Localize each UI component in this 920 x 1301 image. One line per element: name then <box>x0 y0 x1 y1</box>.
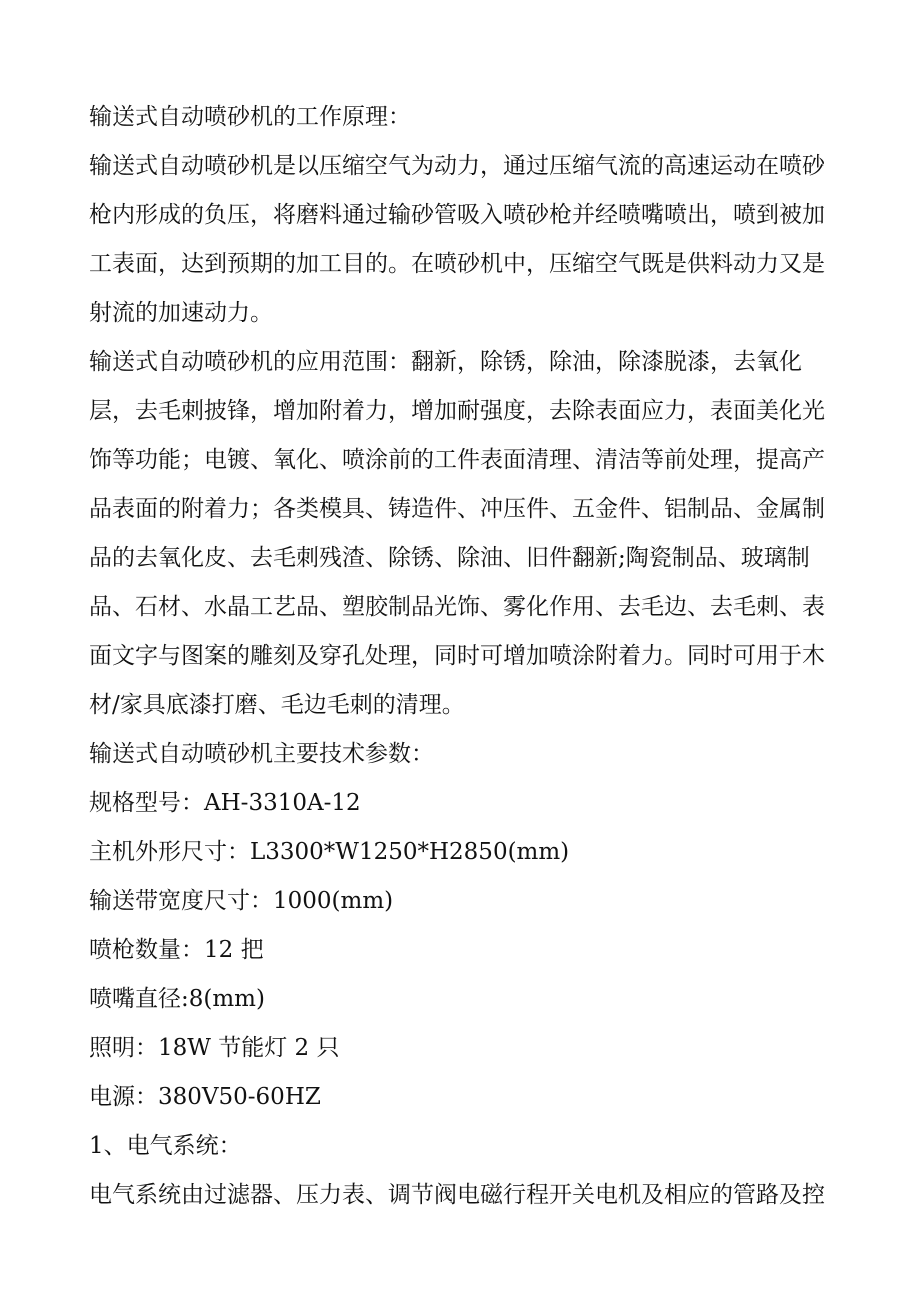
paragraph-line: 层，去毛刺披锋，增加附着力，增加耐强度，去除表面应力，表面美化光 <box>89 398 825 424</box>
paragraph-line: 饰等功能；电镀、氧化、喷涂前的工件表面清理、清洁等前处理，提高产 <box>89 447 825 473</box>
heading-technical-specs: 输送式自动喷砂机主要技术参数： <box>89 741 434 767</box>
spec-lighting: 照明：18W 节能灯 2 只 <box>89 1035 340 1061</box>
paragraph-line: 射流的加速动力。 <box>89 300 273 326</box>
spec-dimensions: 主机外形尺寸：L3300*W1250*H2850(mm) <box>89 839 570 865</box>
paragraph-line: 面文字与图案的雕刻及穿孔处理，同时可增加喷涂附着力。同时可用于木 <box>89 643 825 669</box>
spec-gun-count: 喷枪数量：12 把 <box>89 937 264 963</box>
paragraph-line: 品、石材、水晶工艺品、塑胶制品光饰、雾化作用、去毛边、去毛刺、表 <box>89 594 825 620</box>
heading-electrical-system: 1、电气系统： <box>89 1133 242 1159</box>
spec-list <box>89 779 833 1122</box>
document-body <box>89 93 833 1220</box>
paragraph-line: 输送式自动喷砂机的应用范围：翻新，除锈，除油，除漆脱漆，去氧化 <box>89 349 802 375</box>
paragraph-electrical-system: 电气系统由过滤器、压力表、调节阀电磁行程开关电机及相应的管路及控 <box>89 1182 825 1208</box>
paragraph-line: 工表面，达到预期的加工目的。在喷砂机中，压缩空气既是供料动力又是 <box>89 251 825 277</box>
paragraph-line: 品表面的附着力；各类模具、铸造件、冲压件、五金件、铝制品、金属制 <box>89 496 825 522</box>
paragraph-application-scope <box>89 338 833 730</box>
paragraph-line: 品的去氧化皮、去毛刺残渣、除锈、除油、旧件翻新;陶瓷制品、玻璃制 <box>89 545 810 571</box>
paragraph-line: 材/家具底漆打磨、毛边毛刺的清理。 <box>89 692 465 718</box>
spec-model: 规格型号：AH-3310A-12 <box>89 790 361 816</box>
spec-power: 电源：380V50-60HZ <box>89 1084 321 1110</box>
spec-nozzle-diameter: 喷嘴直径:8(mm) <box>89 986 265 1012</box>
spec-belt-width: 输送带宽度尺寸：1000(mm) <box>89 888 394 914</box>
paragraph-working-principle <box>89 142 833 338</box>
paragraph-line: 枪内形成的负压，将磨料通过输砂管吸入喷砂枪并经喷嘴喷出，喷到被加 <box>89 202 825 228</box>
heading-working-principle: 输送式自动喷砂机的工作原理： <box>89 104 411 130</box>
paragraph-line: 输送式自动喷砂机是以压缩空气为动力，通过压缩气流的高速运动在喷砂 <box>89 153 825 179</box>
